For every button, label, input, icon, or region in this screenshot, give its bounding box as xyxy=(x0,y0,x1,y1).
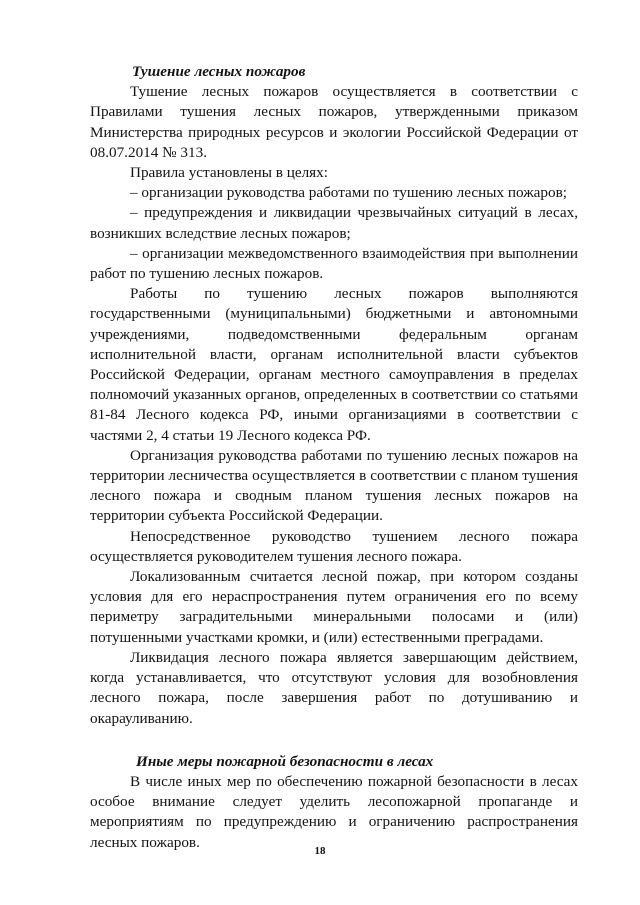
paragraph: Работы по тушению лесных пожаров выполняются государственными (муниципальными) бюджетными и автономными учреждениями, подведомственными федеральным органам исполнительной власти, органам исполнительной власти субъектов Российской Федерации, органам местного самоуправления в пределах полномочий указанных органов, определенных в соответствии со статьями 81-84 Лесного кодекса РФ, иными организациями в соответствии с частями 2, 4 статьи 19 Лесного кодекса РФ. xyxy=(90,285,578,444)
paragraph: Тушение лесных пожаров осуществляется в соответствии с Правилами тушения лесных пожаров, утвержденными приказом Министерства природных ресурсов и экологии Российской Федерации от 08.07.2014 № 313. xyxy=(90,83,578,161)
page-number: 18 xyxy=(314,845,326,857)
paragraph: Локализованным считается лесной пожар, при котором созданы условия для его нераспространения путем ограничения его по всему периметру заградительными минеральными полосами и (или) потушенными участками кромки, и (или) естественными преградами. xyxy=(90,568,578,646)
list-item: – организации руководства работами по тушению лесных пожаров; xyxy=(130,184,568,202)
paragraph: Организация руководства работами по тушению лесных пожаров на территории лесничества осуществляется в соответствии с планом тушения лесного пожара и сводным планом тушения лесных пожаров на территории субъекта Российской Федерации. xyxy=(90,446,578,525)
paragraph: Непосредственное руководство тушением лесного пожара осуществляется руководителем тушения лесного пожара. xyxy=(90,527,578,565)
document-page xyxy=(90,62,578,853)
section-heading-forest-fire-suppression: Тушение лесных пожаров xyxy=(132,63,306,80)
paragraph: Ликвидация лесного пожара является завершающим действием, когда устанавливается, что отсутствуют условия для возобновления лесного пожара, после завершения работ по дотушиванию и окарауливанию. xyxy=(90,648,578,727)
section-heading-other-fire-safety-measures: Иные меры пожарной безопасности в лесах xyxy=(136,752,434,770)
paragraph: Правила установлены в целях: xyxy=(130,164,328,182)
paragraph: В числе иных мер по обеспечению пожарной безопасности в лесах особое внимание следует уделить лесопожарной пропаганде и мероприятиям по предупреждению и ограничению распространения лесных пожаров. xyxy=(90,772,578,851)
list-item: – предупреждения и ликвидации чрезвычайных ситуаций в лесах, возникших вследствие лесных пожаров; xyxy=(90,204,578,242)
list-item: – организации межведомственного взаимодействия при выполнении работ по тушению лесных пожаров. xyxy=(90,244,578,283)
